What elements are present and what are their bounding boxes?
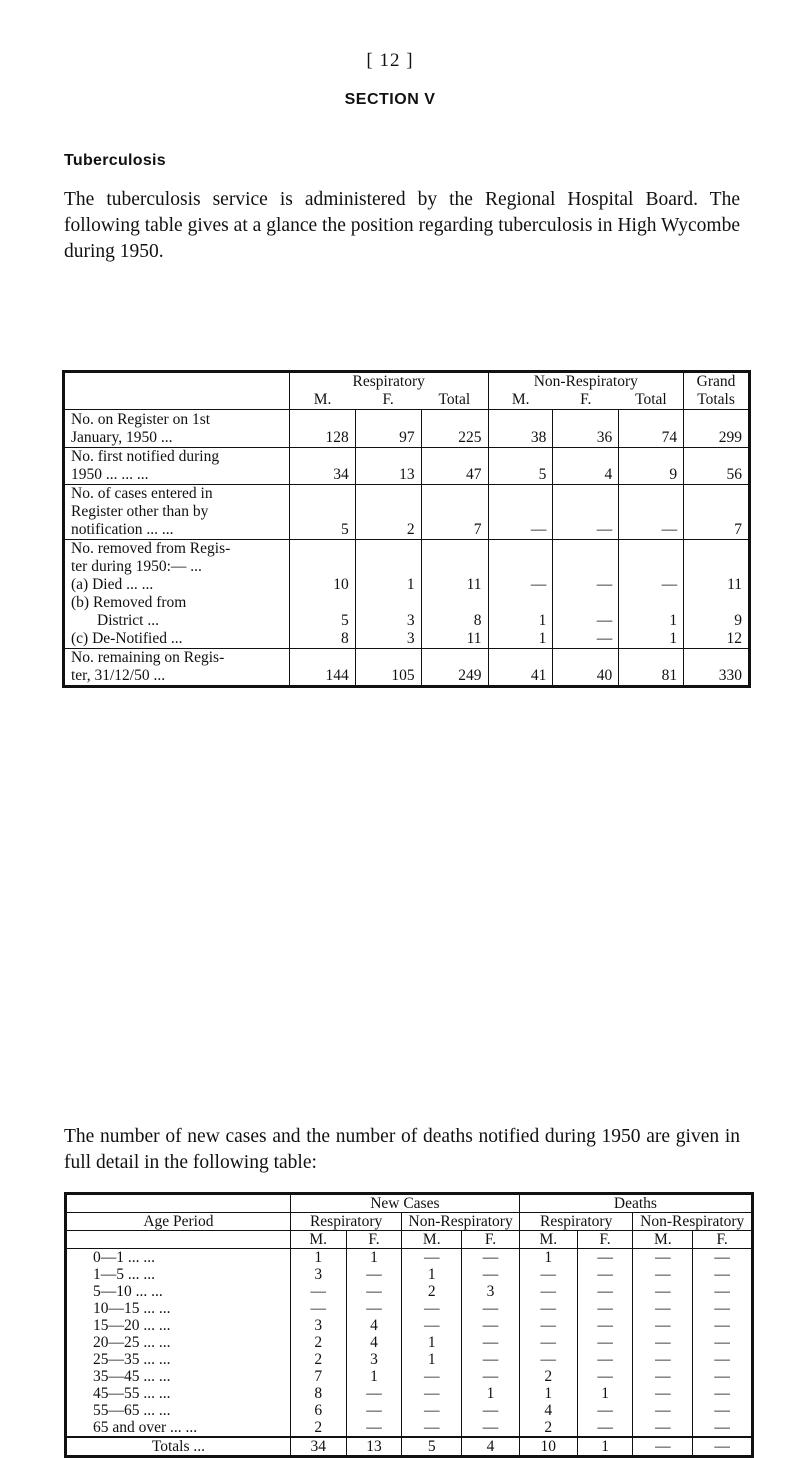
group-deaths: Deaths: [519, 1194, 752, 1213]
header-group-respiratory: Respiratory: [289, 372, 488, 392]
count-cell: —: [577, 1283, 633, 1300]
count-cell: —: [577, 1249, 633, 1267]
row-label-line: (b) Removed from: [71, 594, 187, 611]
count-cell: —: [693, 1283, 753, 1300]
value-cell: 10: [289, 576, 355, 594]
value-cell: 105: [355, 649, 421, 687]
count-cell: —: [462, 1300, 520, 1317]
count-cell: 1: [402, 1266, 462, 1283]
row-label-line: (a) Died ... ...: [71, 576, 154, 593]
row-label-line: notification ... ...: [71, 521, 174, 538]
subheader-cell: F.: [577, 1231, 633, 1249]
age-period: 55—65 ... ...: [93, 1402, 171, 1419]
row-label-line: No. removed from Regis-: [71, 540, 231, 557]
value-cell: [421, 540, 488, 577]
count-cell: 1: [519, 1385, 577, 1402]
age-period: 35—45 ... ...: [93, 1368, 171, 1385]
count-cell: —: [519, 1334, 577, 1351]
subheader-cell: Totals: [684, 391, 750, 410]
value-cell: 249: [421, 649, 488, 687]
top-blank: [66, 1194, 291, 1213]
value-cell: 1: [619, 594, 684, 630]
value-cell: 5: [289, 594, 355, 630]
count-cell: 1: [462, 1385, 520, 1402]
age-period: 1—5 ... ...: [93, 1266, 155, 1283]
value-cell: 8: [289, 630, 355, 649]
mid-group: Respiratory: [519, 1213, 633, 1231]
value-cell: 11: [421, 576, 488, 594]
register-row: [64, 540, 750, 577]
count-cell: —: [633, 1419, 693, 1437]
count-cell: —: [346, 1385, 402, 1402]
subheader-cell: M.: [402, 1231, 462, 1249]
value-cell: 330: [684, 649, 750, 687]
count-cell: 2: [290, 1351, 346, 1368]
subheader-cell: F.: [346, 1231, 402, 1249]
count-cell: 2: [290, 1334, 346, 1351]
header-blank: [64, 372, 290, 392]
age-period: 45—55 ... ...: [93, 1385, 171, 1402]
top-group-row: [66, 1194, 753, 1213]
value-cell: 11: [684, 576, 750, 594]
total-cell: 5: [402, 1437, 462, 1457]
subheader-cell: Total: [438, 391, 471, 408]
row-label-line: No. remaining on Regis-: [71, 649, 225, 666]
value-cell: 74: [619, 410, 684, 448]
row-label-line: District ...: [97, 612, 159, 629]
value-cell: —: [553, 594, 619, 630]
value-cell: 47: [421, 448, 488, 485]
row-label: [64, 630, 290, 649]
count-cell: —: [577, 1300, 633, 1317]
intro-paragraph: The tuberculosis service is administered by the Regional Hospital Board. The following table gives at a glance the position regarding tuberculosis in High Wycombe during 1950.: [64, 189, 740, 262]
count-cell: —: [346, 1300, 402, 1317]
row-label: [64, 540, 290, 577]
age-period: 0—1 ... ...: [66, 1249, 291, 1267]
age-row: [66, 1266, 753, 1283]
value-cell: 40: [553, 649, 619, 687]
count-cell: —: [290, 1283, 346, 1300]
count-cell: —: [633, 1283, 693, 1300]
age-period: 10—15 ... ...: [93, 1300, 171, 1317]
count-cell: —: [577, 1334, 633, 1351]
total-cell: —: [633, 1437, 693, 1457]
row-label: [64, 485, 290, 540]
row-label-line: No. on Register on 1st: [71, 411, 211, 428]
count-cell: —: [462, 1402, 520, 1419]
row-label: [64, 594, 290, 630]
value-cell: 4: [553, 448, 619, 485]
subheader-cell: F.: [462, 1231, 520, 1249]
count-cell: —: [346, 1283, 402, 1300]
value-cell: 34: [289, 448, 355, 485]
count-cell: 2: [519, 1419, 577, 1437]
count-cell: —: [402, 1419, 462, 1437]
subtitle: Tuberculosis: [64, 152, 166, 169]
value-cell: —: [553, 630, 619, 649]
value-cell: 225: [421, 410, 488, 448]
value-cell: 1: [619, 630, 684, 649]
row-label-line: No. of cases entered in: [71, 485, 213, 502]
header-group-grand: Grand: [684, 372, 750, 392]
header-row: [64, 372, 750, 392]
count-cell: —: [462, 1266, 520, 1283]
count-cell: —: [402, 1317, 462, 1334]
count-cell: 1: [346, 1249, 402, 1267]
count-cell: —: [633, 1317, 693, 1334]
count-cell: —: [519, 1283, 577, 1300]
register-row: [64, 630, 750, 649]
value-cell: 36: [553, 410, 619, 448]
value-cell: —: [553, 576, 619, 594]
register-row: [64, 649, 750, 687]
count-cell: —: [693, 1402, 753, 1419]
count-cell: —: [693, 1249, 753, 1267]
value-cell: [684, 540, 750, 577]
value-cell: 9: [684, 594, 750, 630]
value-cell: 13: [355, 448, 421, 485]
total-cell: 1: [577, 1437, 633, 1457]
register-row: [64, 576, 750, 594]
value-cell: 41: [488, 649, 553, 687]
row-label-line: (c) De-Notified ...: [71, 630, 183, 647]
age-row: [66, 1368, 753, 1385]
age-period: 65 and over ... ...: [93, 1419, 198, 1436]
value-cell: 8: [421, 594, 488, 630]
age-row: [66, 1351, 753, 1368]
count-cell: —: [346, 1402, 402, 1419]
subheader-row: [66, 1231, 753, 1249]
count-cell: —: [633, 1385, 693, 1402]
count-cell: —: [346, 1266, 402, 1283]
register-row: [64, 410, 750, 448]
value-cell: —: [619, 485, 684, 540]
count-cell: —: [693, 1317, 753, 1334]
value-cell: 2: [355, 485, 421, 540]
age-period: 15—20 ... ...: [93, 1317, 171, 1334]
row-label: [64, 448, 290, 485]
count-cell: —: [402, 1402, 462, 1419]
subheader-cell: F.: [580, 391, 592, 408]
age-row: [66, 1334, 753, 1351]
header-group-non-respiratory: Non-Respiratory: [488, 372, 684, 392]
age-row: [66, 1317, 753, 1334]
count-cell: —: [577, 1419, 633, 1437]
register-row: [64, 485, 750, 540]
row-label-line: Register other than by: [71, 503, 209, 520]
value-cell: 81: [619, 649, 684, 687]
total-cell: 13: [346, 1437, 402, 1457]
age-period: 5—10 ... ...: [93, 1283, 163, 1300]
count-cell: —: [519, 1266, 577, 1283]
count-cell: —: [633, 1351, 693, 1368]
subheader-cell: M.: [519, 1231, 577, 1249]
totals-label: Totals ...: [66, 1437, 291, 1457]
row-label-line: January, 1950 ...: [71, 429, 173, 446]
subheader-row: [64, 391, 750, 410]
age-period: 25—35 ... ...: [93, 1351, 171, 1368]
page-number: [ 12 ]: [366, 50, 414, 71]
count-cell: 8: [290, 1385, 346, 1402]
count-cell: 4: [519, 1402, 577, 1419]
count-cell: —: [633, 1368, 693, 1385]
count-cell: —: [462, 1368, 520, 1385]
age-row: [66, 1300, 753, 1317]
value-cell: —: [619, 576, 684, 594]
value-cell: 97: [355, 410, 421, 448]
count-cell: 6: [290, 1402, 346, 1419]
row-label-line: ter during 1950:— ...: [71, 558, 202, 575]
count-cell: —: [633, 1266, 693, 1283]
count-cell: —: [462, 1317, 520, 1334]
value-cell: 5: [289, 485, 355, 540]
age-row: [66, 1249, 753, 1267]
count-cell: —: [633, 1300, 693, 1317]
value-cell: 3: [355, 630, 421, 649]
second-paragraph: The number of new cases and the number of deaths notified during 1950 are given in full detail in the following table:: [64, 1126, 740, 1173]
total-cell: 4: [462, 1437, 520, 1457]
count-cell: —: [462, 1249, 520, 1267]
mid-group: Non-Respiratory: [633, 1213, 753, 1231]
count-cell: —: [693, 1351, 753, 1368]
value-cell: —: [488, 576, 553, 594]
value-cell: 7: [421, 485, 488, 540]
value-cell: 128: [289, 410, 355, 448]
row-label: [64, 576, 290, 594]
mid-group-row: [66, 1213, 753, 1231]
total-cell: 34: [290, 1437, 346, 1457]
count-cell: —: [633, 1334, 693, 1351]
age-row: [66, 1283, 753, 1300]
count-cell: 1: [402, 1334, 462, 1351]
count-cell: 4: [346, 1317, 402, 1334]
count-cell: 3: [346, 1351, 402, 1368]
count-cell: 1: [346, 1368, 402, 1385]
age-row: [66, 1419, 753, 1437]
value-cell: —: [553, 485, 619, 540]
count-cell: —: [693, 1368, 753, 1385]
subheader-cell: M.: [488, 391, 553, 410]
value-cell: —: [488, 485, 553, 540]
cases-deaths-body: [66, 1249, 753, 1457]
count-cell: —: [577, 1368, 633, 1385]
value-cell: 11: [421, 630, 488, 649]
count-cell: —: [519, 1300, 577, 1317]
group-new-cases: New Cases: [290, 1194, 519, 1213]
total-cell: —: [693, 1437, 753, 1457]
value-cell: 38: [488, 410, 553, 448]
row-label: [64, 410, 290, 448]
register-table-body: [64, 410, 750, 687]
count-cell: —: [693, 1385, 753, 1402]
section-title: SECTION V: [344, 91, 436, 108]
value-cell: [488, 540, 553, 577]
count-cell: —: [633, 1249, 693, 1267]
age-period: 20—25 ... ...: [93, 1334, 171, 1351]
subheader-cell: M.: [633, 1231, 693, 1249]
count-cell: 2: [290, 1419, 346, 1437]
count-cell: —: [693, 1266, 753, 1283]
subheader-blank: [66, 1231, 291, 1249]
row-label-line: 1950 ... ... ...: [71, 466, 149, 483]
count-cell: 3: [462, 1283, 520, 1300]
subheader-cell: M.: [289, 391, 355, 410]
register-row: [64, 594, 750, 630]
count-cell: —: [402, 1385, 462, 1402]
subheader-cell: Total: [635, 391, 667, 408]
value-cell: [619, 540, 684, 577]
subheader-cell: F.: [693, 1231, 753, 1249]
count-cell: —: [402, 1249, 462, 1267]
value-cell: 1: [355, 576, 421, 594]
count-cell: 1: [290, 1249, 346, 1267]
count-cell: —: [402, 1300, 462, 1317]
count-cell: —: [577, 1351, 633, 1368]
count-cell: —: [346, 1419, 402, 1437]
row-label-line: No. first notified during: [71, 448, 220, 465]
value-cell: 12: [684, 630, 750, 649]
count-cell: 1: [402, 1351, 462, 1368]
count-cell: 3: [290, 1266, 346, 1283]
age-row: [66, 1385, 753, 1402]
count-cell: 1: [577, 1385, 633, 1402]
value-cell: 56: [684, 448, 750, 485]
value-cell: 1: [488, 630, 553, 649]
mid-group: Non-Respiratory: [402, 1213, 520, 1231]
value-cell: 5: [488, 448, 553, 485]
value-cell: 7: [684, 485, 750, 540]
count-cell: —: [693, 1334, 753, 1351]
count-cell: —: [519, 1351, 577, 1368]
subheader-cell: F.: [382, 391, 394, 408]
count-cell: —: [633, 1402, 693, 1419]
value-cell: 9: [619, 448, 684, 485]
row-label-line: ter, 31/12/50 ...: [71, 667, 166, 684]
count-cell: —: [462, 1419, 520, 1437]
row-label: [64, 649, 290, 687]
subheader-blank: [64, 391, 290, 410]
value-cell: [355, 540, 421, 577]
count-cell: —: [577, 1266, 633, 1283]
count-cell: —: [693, 1419, 753, 1437]
register-row: [64, 448, 750, 485]
value-cell: 3: [355, 594, 421, 630]
register-table: [62, 370, 751, 688]
count-cell: —: [577, 1317, 633, 1334]
count-cell: —: [577, 1402, 633, 1419]
value-cell: [289, 540, 355, 577]
age-period-header: Age Period: [66, 1213, 291, 1231]
count-cell: —: [519, 1317, 577, 1334]
total-cell: 10: [519, 1437, 577, 1457]
count-cell: —: [693, 1300, 753, 1317]
mid-group: Respiratory: [290, 1213, 402, 1231]
cases-deaths-table: [64, 1192, 754, 1458]
count-cell: —: [402, 1368, 462, 1385]
value-cell: 1: [488, 594, 553, 630]
value-cell: [553, 540, 619, 577]
subheader-cell: M.: [290, 1231, 346, 1249]
count-cell: 1: [519, 1249, 577, 1267]
count-cell: —: [290, 1300, 346, 1317]
value-cell: 299: [684, 410, 750, 448]
count-cell: 2: [519, 1368, 577, 1385]
count-cell: —: [462, 1334, 520, 1351]
count-cell: 4: [346, 1334, 402, 1351]
totals-row: [66, 1437, 753, 1457]
value-cell: 144: [289, 649, 355, 687]
count-cell: —: [462, 1351, 520, 1368]
count-cell: 2: [402, 1283, 462, 1300]
count-cell: 3: [290, 1317, 346, 1334]
count-cell: 7: [290, 1368, 346, 1385]
age-row: [66, 1402, 753, 1419]
